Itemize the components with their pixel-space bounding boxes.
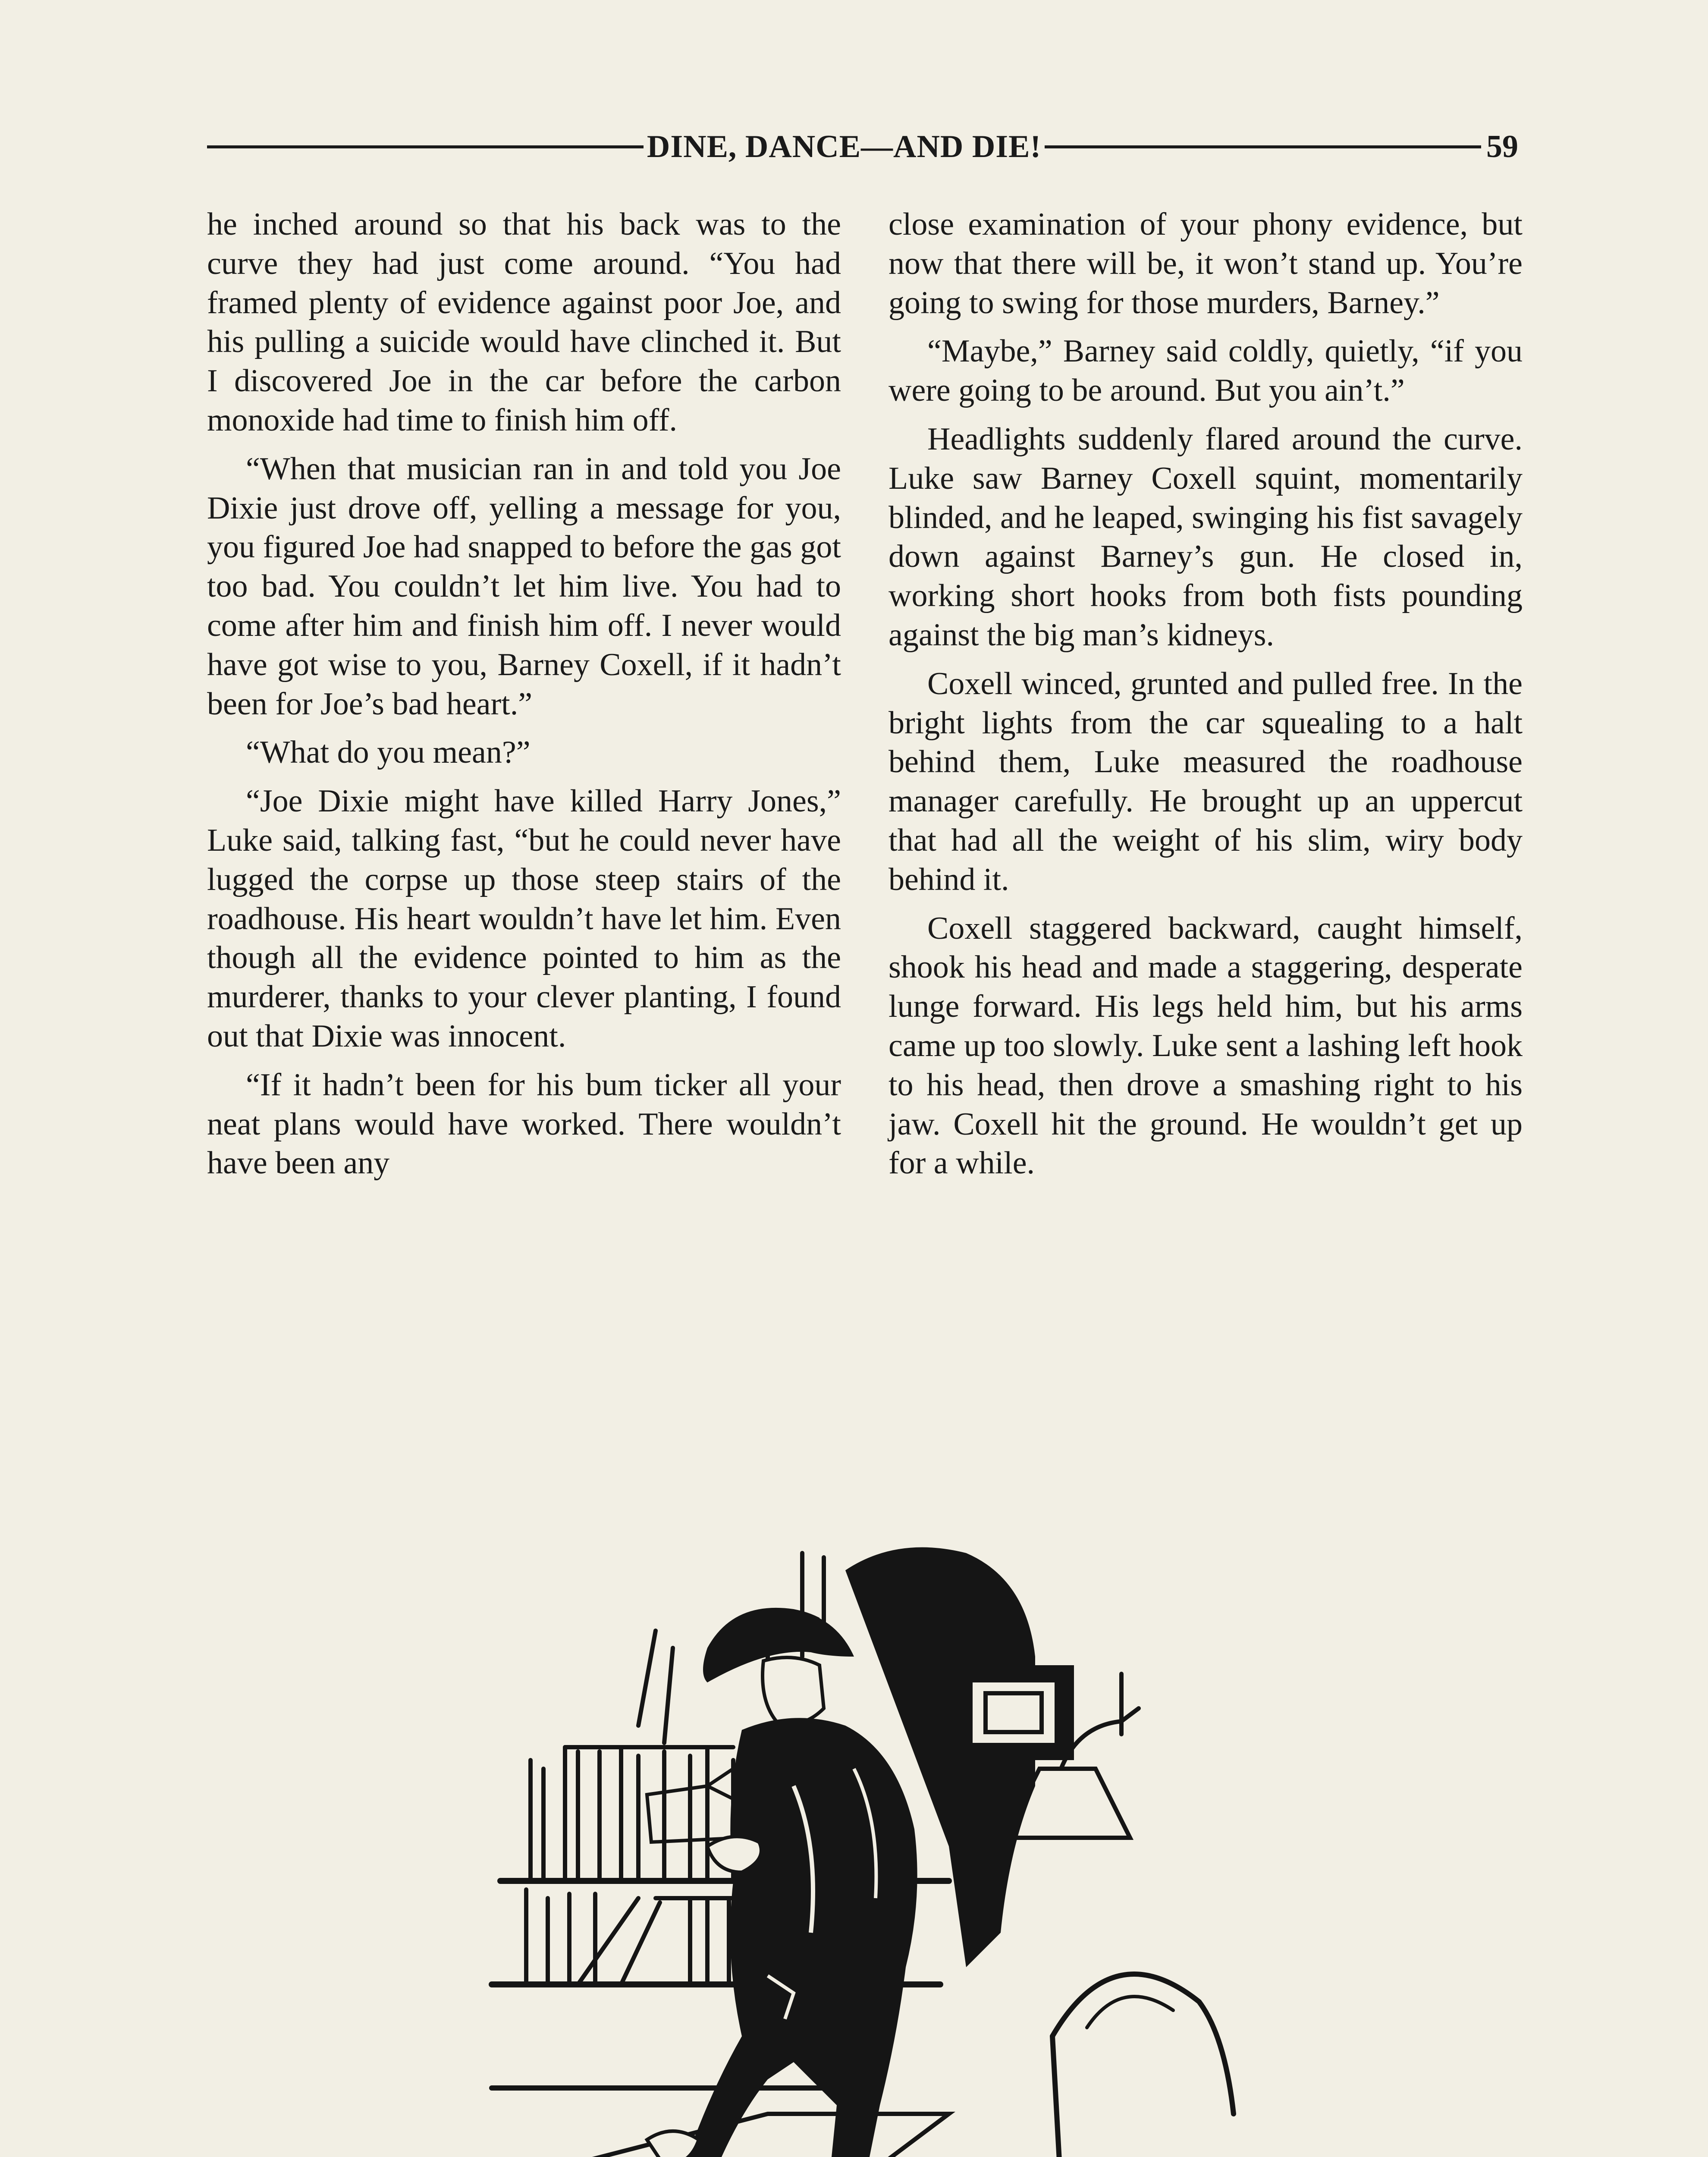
header-rule-right [1045,145,1481,148]
paragraph: close examination of your phony evidence, but now that there will be, it won’t stand up. You’re going to swing for those murders, Barney.” [889,207,1523,321]
paragraph: Headlights suddenly flared around the curve. Luke saw Barney Coxell squint, momentarily blinded, and he leaped, swinging his fist savagely down against Barney’s gun. He closed in, working short hooks from both fists pounding against the big man’s kidneys. [889,421,1523,653]
paragraph: “Maybe,” Barney said coldly, quietly, “if you were going to be around. But you ain’t.” [889,333,1523,409]
running-header [207,123,1518,170]
paragraph: Coxell winced, grunted and pulled free. In the bright lights from the car squealing to a halt behind them, Luke measured the roadhouse manager carefully. He brought up an uppercut that had all the weight of his slim, wiry body behind it. [889,666,1523,897]
paragraph: “Joe Dixie might have killed Harry Jones,” Luke said, talking fast, “but he could never have lugged the corpse up those steep stairs of the roadhouse. His heart wouldn’t have let him. Even though all the evidence pointed to him as the murderer, thanks to your clever planting, I found out that Dixie was innocent. [207,783,841,1054]
left-text-column [207,205,841,1192]
header-rule-left [207,145,644,148]
header-title: DINE, DANCE—AND DIE! [647,129,1042,164]
paragraph: he inched around so that his back was to the curve they had just come around. “You had framed plenty of evidence against poor Joe, and his pulling a suicide would have clinched it. But I discovered Joe in the car before the carbon monoxide had time to finish him off. [207,207,841,438]
paragraph: “When that musician ran in and told you Joe Dixie just drove off, yelling a message for you, you figured Joe had snapped to before the gas got too bad. You couldn’t let him live. You had to come after him and finish him off. I never would have got wise to you, Barney Coxell, if it hadn’t been for Joe’s bad heart.” [207,451,841,722]
page-number: 59 [1486,129,1518,164]
paragraph: “If it hadn’t been for his bum ticker all your neat plans would have worked. There wouldn’t have been any [207,1067,841,1181]
paragraph: Coxell staggered backward, caught himself, shook his head and made a staggering, desperate lunge forward. His legs held him, but his arms came up too slowly. Luke sent a lashing left hook to his head, then drove a smashing right to his jaw. Coxell hit the ground. He wouldn’t get up for a while. [889,910,1523,1181]
right-text-column [889,205,1523,1192]
story-illustration [466,1544,1285,2157]
paragraph: “What do you mean?” [246,735,531,770]
